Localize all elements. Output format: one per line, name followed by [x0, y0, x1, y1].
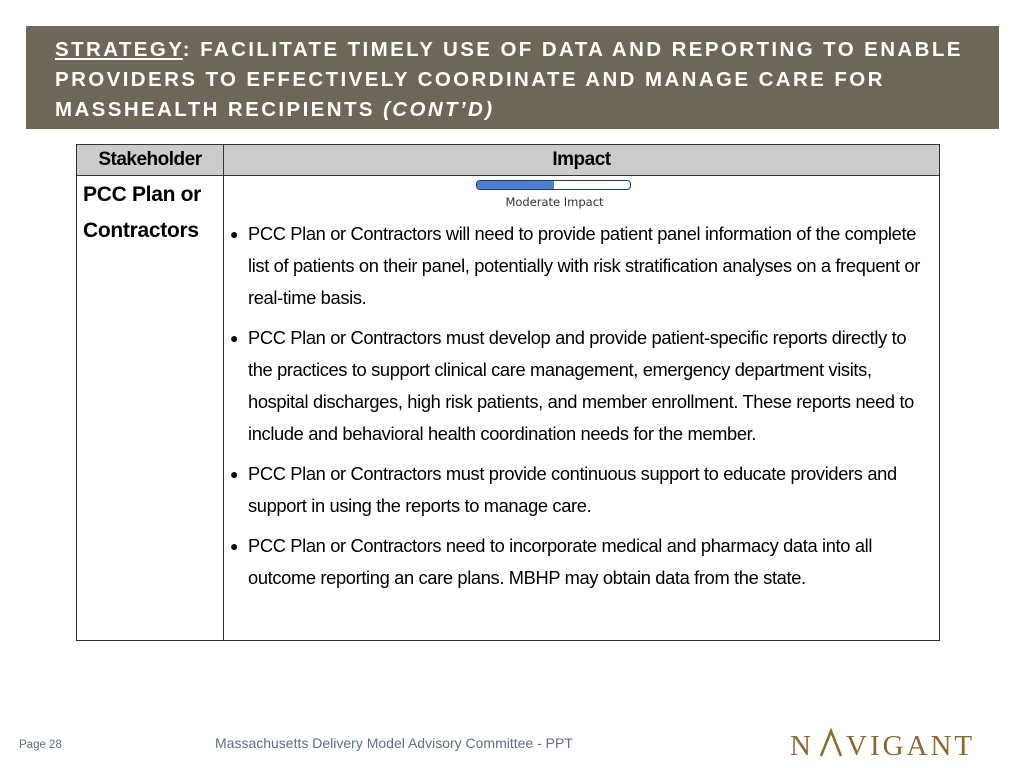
impact-table: [76, 144, 940, 641]
bullet-icon: ●: [230, 466, 239, 482]
bullet-text: PCC Plan or Contractors must provide continuous support to educate providers and support in using the reports to manage care.: [248, 463, 897, 516]
footer-text: Massachusetts Delivery Model Advisory Committee - PPT: [215, 735, 573, 751]
impact-meter-label: Moderate Impact: [505, 195, 604, 209]
list-item: [224, 322, 935, 450]
title-main: FACILITATE TIMELY USE OF DATA AND REPORTING TO ENABLE PROVIDERS TO EFFECTIVELY COORDINATE AND MANAGE CARE FOR MASSHEALTH RECIPIENTS: [55, 38, 963, 121]
table-row: [77, 176, 940, 641]
slide-title: [26, 26, 999, 129]
page-number: Page 28: [19, 739, 62, 751]
impact-cell: [224, 176, 940, 641]
bullet-icon: ●: [230, 330, 239, 346]
list-item: [224, 218, 935, 314]
bullet-text: PCC Plan or Contractors need to incorporate medical and pharmacy data into all outcome reporting an care plans. MBHP may obtain data from the state.: [248, 535, 873, 588]
title-lead: STRATEGY: [55, 38, 183, 61]
title-colon: :: [182, 38, 201, 61]
table-header-row: [77, 145, 940, 176]
list-item: [224, 458, 935, 522]
svg-text:N: N: [790, 730, 814, 761]
list-item: [224, 530, 935, 594]
impact-bullet-list: [224, 218, 935, 602]
bullet-text: PCC Plan or Contractors must develop and provide patient-specific reports directly to the practices to support clinical care management, emergency department visits, hospital discharges, high risk patients, and member enrollment. These reports need to include and behavioral health coordination needs for the member.: [248, 327, 914, 444]
impact-meter: [476, 180, 631, 190]
stakeholder-cell: PCC Plan or Contractors: [77, 176, 224, 641]
bullet-icon: ●: [230, 538, 239, 554]
header-stakeholder: Stakeholder: [77, 145, 224, 176]
bullet-icon: ●: [230, 226, 239, 242]
header-impact: Impact: [224, 145, 940, 176]
bullet-text: PCC Plan or Contractors will need to provide patient panel information of the complete list of patients on their panel, potentially with risk stratification analyses on a frequent or real-time basis.: [248, 223, 920, 308]
title-suffix: (CONT’D): [383, 98, 495, 121]
impact-meter-fill: [477, 181, 554, 189]
navigant-logo: [790, 725, 985, 761]
svg-text:VIGANT: VIGANT: [846, 730, 976, 761]
